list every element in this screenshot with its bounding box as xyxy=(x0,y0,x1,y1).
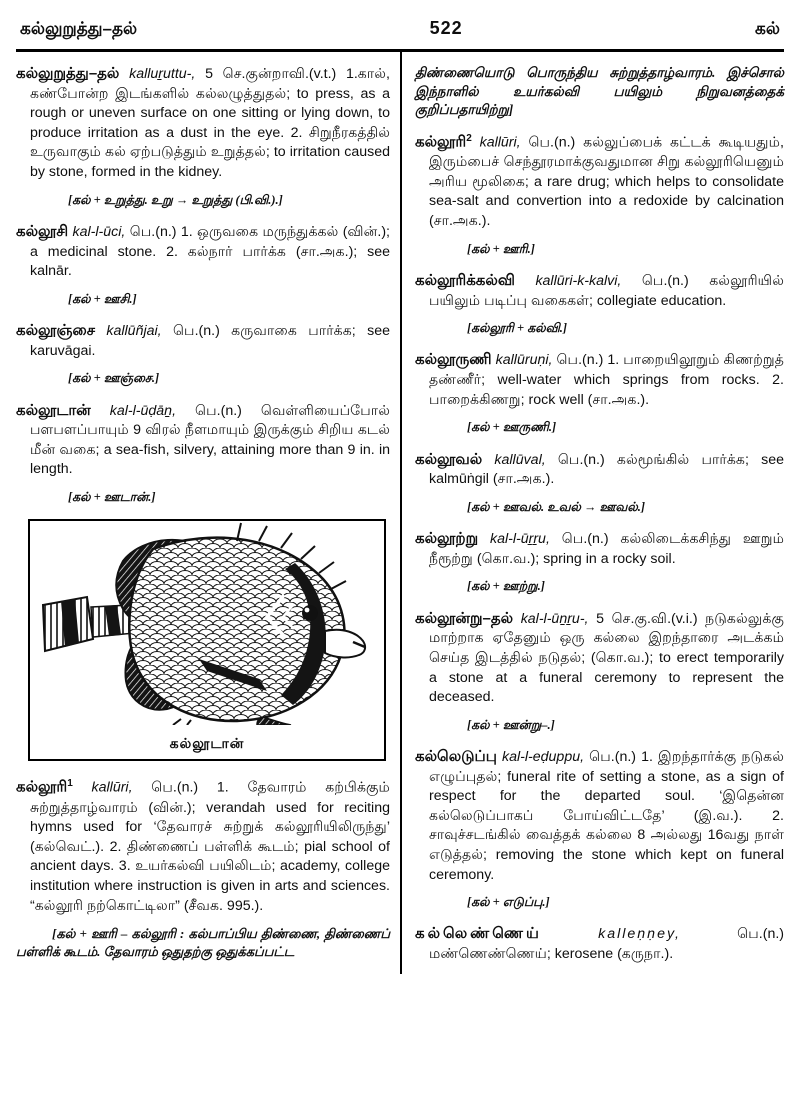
entry-etymology: [கல் + ஊடான்.] xyxy=(68,490,156,505)
running-head-right-word: கல் xyxy=(755,19,780,38)
entry-paragraph xyxy=(415,609,784,708)
entry-etymology: [கல் + எடுப்பு.] xyxy=(467,895,550,910)
running-head xyxy=(16,8,784,45)
fish-figure xyxy=(28,519,386,761)
dict-entry xyxy=(16,321,390,388)
entry-etymology: [கல் + ஊரி – கல்லூரி : கல்பாப்பிய திண்ணை, திண்ணைப் பள்ளிக் கூடம். தேவாரம் ஒதுதற்கு ஒதுக்கப்பட்ட xyxy=(16,926,390,960)
entry-paragraph xyxy=(415,529,784,569)
figure-caption: கல்லூடான் xyxy=(169,734,245,751)
dict-entry xyxy=(415,609,784,734)
entry-body: பெ.(n.) 1. ஒருவகை மருந்துக்கல் (வின்.); a medicinal stone. 2. கல்நார் பார்க்க (சா.அக.); see kalnār. xyxy=(30,223,390,280)
entry-transliteration: kal-l-ūṉṟu-, xyxy=(520,610,589,627)
entry-body: பெ.(n.) கல்லிடைக்கசிந்து ஊறும் நீரூற்று (கொ.வ.); spring in a rocky soil. xyxy=(429,531,785,567)
entry-transliteration: kallūri, xyxy=(91,780,133,797)
entry-paragraph xyxy=(415,747,784,885)
entry-etymology: [கல் + உறுத்து. உறு → உறுத்து (பி.வி.).] xyxy=(68,192,283,207)
entry-body: பெ.(n.) மண்ணெண்ணெய்; kerosene (கருநா.). xyxy=(429,926,784,963)
entry-etymology: [கல் + ஊருணி.] xyxy=(467,420,557,435)
dict-entry xyxy=(415,529,784,596)
dict-entry xyxy=(16,64,390,209)
entry-body: பெ.(n.) வெள்ளியைப்போல் பளபளப்பாயும் 9 விரல் நீளமாயும் இருக்கும் சிறிய கடல் மீன் வகை; a sea-fish, silvery, attaining more than 9 in. in length. xyxy=(30,402,390,478)
entry-body: பெ.(n.) கருவாகை பார்க்க; see karuvāgai. xyxy=(30,323,390,359)
entry-etymology: [கல் + ஊற்று.] xyxy=(467,579,545,594)
dict-entry xyxy=(415,747,784,912)
entry-body: பெ.(n.) 1. தேவாரம் கற்பிக்கும் சுற்றுத்தாழ்வாரம் (வின்.); verandah used for reciting hymns used for ‘தேவாரச் சுற்றுக் கல்லூரியிலிருந்து’ (கல்வெட்.). 2. திண்ணைப் பள்ளிக் கூடம்; pial school of ancient days. 3. உயர்கல்வி பயிலிடம்; academy, college institution where instruction is given in arts and sciences. “கல்லூரி நற்கொட்டிலா” (சீவக. 995.). xyxy=(30,780,390,914)
entry-headword: கல்லூஞ்சை xyxy=(16,322,96,340)
entry-paragraph xyxy=(16,401,390,480)
running-head-left-word: கல்லுறுத்து–தல் xyxy=(20,19,138,38)
dict-entry xyxy=(415,450,784,517)
dict-entry xyxy=(415,924,784,964)
entry-transliteration: kalluṟuttu-, xyxy=(129,66,196,82)
entry-transliteration: kallūval, xyxy=(494,451,546,468)
dict-entry xyxy=(415,350,784,436)
entry-etymology: [கல் + ஊவல். உவல் → ஊவல்.] xyxy=(467,499,646,514)
dict-entry xyxy=(16,777,390,961)
right-column xyxy=(400,52,784,974)
entry-body: பெ.(n.) கல்லுப்பைக் கட்டக் கூடியதும், இரும்பைச் செந்தூரமாக்குவதுமான சிறு கல்லூரியெனும் அரிய மூலிகை; a rare drug; which helps to consolidate sea-salt and convertion into a redoxide by calcination (சா.அக.). xyxy=(429,134,784,230)
entry-transliteration: kal-l-ūḍāṉ, xyxy=(109,402,177,419)
entry-paragraph xyxy=(16,321,390,361)
entry-transliteration: kal-l-ūṟṟu, xyxy=(489,531,550,548)
entry-headword: கல்லூன்று–தல் xyxy=(415,609,514,627)
entry-transliteration: kalleṇṇey, xyxy=(598,926,681,943)
entry-transliteration: kal-l-eḍuppu, xyxy=(502,748,585,765)
dict-entry xyxy=(415,271,784,338)
entry-headword: கல்லூரி xyxy=(415,133,467,151)
entry-paragraph xyxy=(16,64,390,183)
entry-transliteration: kal-l-ūci, xyxy=(72,223,126,240)
dict-entry xyxy=(16,222,390,308)
entry-headword: கல்லூற்று xyxy=(415,530,479,548)
entry-body: பெ.(n.) கல்லூரியில் பயிலும் படிப்பு வகைகள்; collegiate education. xyxy=(429,272,784,309)
entry-paragraph xyxy=(415,924,784,964)
entry-headword: கல்லூரி xyxy=(16,779,68,797)
entry-paragraph xyxy=(415,132,784,232)
entry-etymology: [கல் + ஊன்று–.] xyxy=(467,717,555,732)
entry-headword-superscript: 2 xyxy=(466,132,472,144)
entry-headword: கல்லூருணி xyxy=(415,351,492,369)
entry-transliteration: kallūri, xyxy=(479,134,521,151)
entry-headword: கல்லூசி xyxy=(16,222,69,240)
entry-etymology: [கல் + ஊசி.] xyxy=(68,291,137,306)
entry-headword: கல்லூவல் xyxy=(415,450,483,468)
entry-etymology: [கல்லூரி + கல்வி.] xyxy=(467,321,568,336)
entry-headword-superscript: 1 xyxy=(67,778,73,790)
entry-headword: கல்லெடுப்பு xyxy=(415,747,497,765)
entry-body: 5 செ.குன்றாவி.(v.t.) 1.கால், கண்போன்ற இடங்களில் கல்லழுத்துதல்; to press, as a rough or uneven surface on one sitting or lying down, to produce irritation as a dust in the eye. 2. சிறுநீரகத்தில் உருவாகும் கல் ஏற்படுத்தும் உறுத்தல்; to irritation caused by stone, formed in the kidney. xyxy=(30,66,390,181)
entry-etymology: [கல் + ஊரி.] xyxy=(467,241,535,256)
entry-body: பெ.(n.) 1. பாறையிலூறும் கிணற்றுத் தண்ணீர்; well-water which springs from rocks. 2. பாறைக்கிணறு; rock well (சா.அக.). xyxy=(429,352,784,408)
entry-body: 5 செ.கு.வி.(v.i.) நடுகல்லுக்கு மாற்றாக ஏதேனும் ஒரு கல்லை இறந்தாரை அடக்கம் செய்த இடத்தில் நடுதல்; (கொ.வ.); to erect temporarily a stone at a funeral ceremony to represent the deceased. xyxy=(429,610,784,706)
entry-paragraph xyxy=(415,271,784,311)
page-number: 522 xyxy=(429,18,463,38)
entry-paragraph xyxy=(16,777,390,916)
dict-entry xyxy=(16,401,390,507)
entry-body: பெ.(n.) 1. இறந்தார்க்கு நடுகல் எழுப்புதல்; funeral rite of setting a stone, as a sign of respect for the departed soul. ‘இதென்ன கல்லெடுப்பாகப் போய்விட்டதே’ (இ.வ.). 2. சாவுச்சடங்கில் வைத்தக் கல்லை 8 அல்லது 16வது நாள் எடுத்தல்; removing the stone which kept on funeral ceremony. xyxy=(429,748,785,883)
fish-illustration xyxy=(30,521,384,725)
entry-headword: கல்லூடான் xyxy=(16,401,91,419)
etymology-continuation: திண்ணையொடு பொருந்திய சுற்றுத்தாழ்வாரம். இச்சொல் இந்நாளில் உயர்கல்வி பயிலும் நிறுவனத்தைக் குறிப்பதாயிற்று] xyxy=(415,65,784,118)
entry-headword: கல்லெண்ணெய் xyxy=(415,925,542,943)
two-column-body xyxy=(16,52,784,974)
entry-transliteration: kallūruṇi, xyxy=(495,352,553,369)
entry-headword: கல்லுறுத்து–தல் xyxy=(16,65,120,82)
entry-headword: கல்லூரிக்கல்வி xyxy=(415,271,515,289)
entry-paragraph xyxy=(16,222,390,282)
left-column xyxy=(16,52,400,974)
entry-body: பெ.(n.) கல்மூங்கில் பார்க்க; see kalmūṅgil (சா.அக.). xyxy=(429,451,784,488)
entry-paragraph xyxy=(415,450,784,490)
entry-etymology: [கல் + ஊஞ்சை.] xyxy=(68,371,160,386)
dict-entry xyxy=(415,132,784,258)
entry-transliteration: kallūñjai, xyxy=(106,323,162,340)
entry-transliteration: kallūri-k-kalvi, xyxy=(535,272,622,289)
entry-paragraph xyxy=(415,350,784,410)
